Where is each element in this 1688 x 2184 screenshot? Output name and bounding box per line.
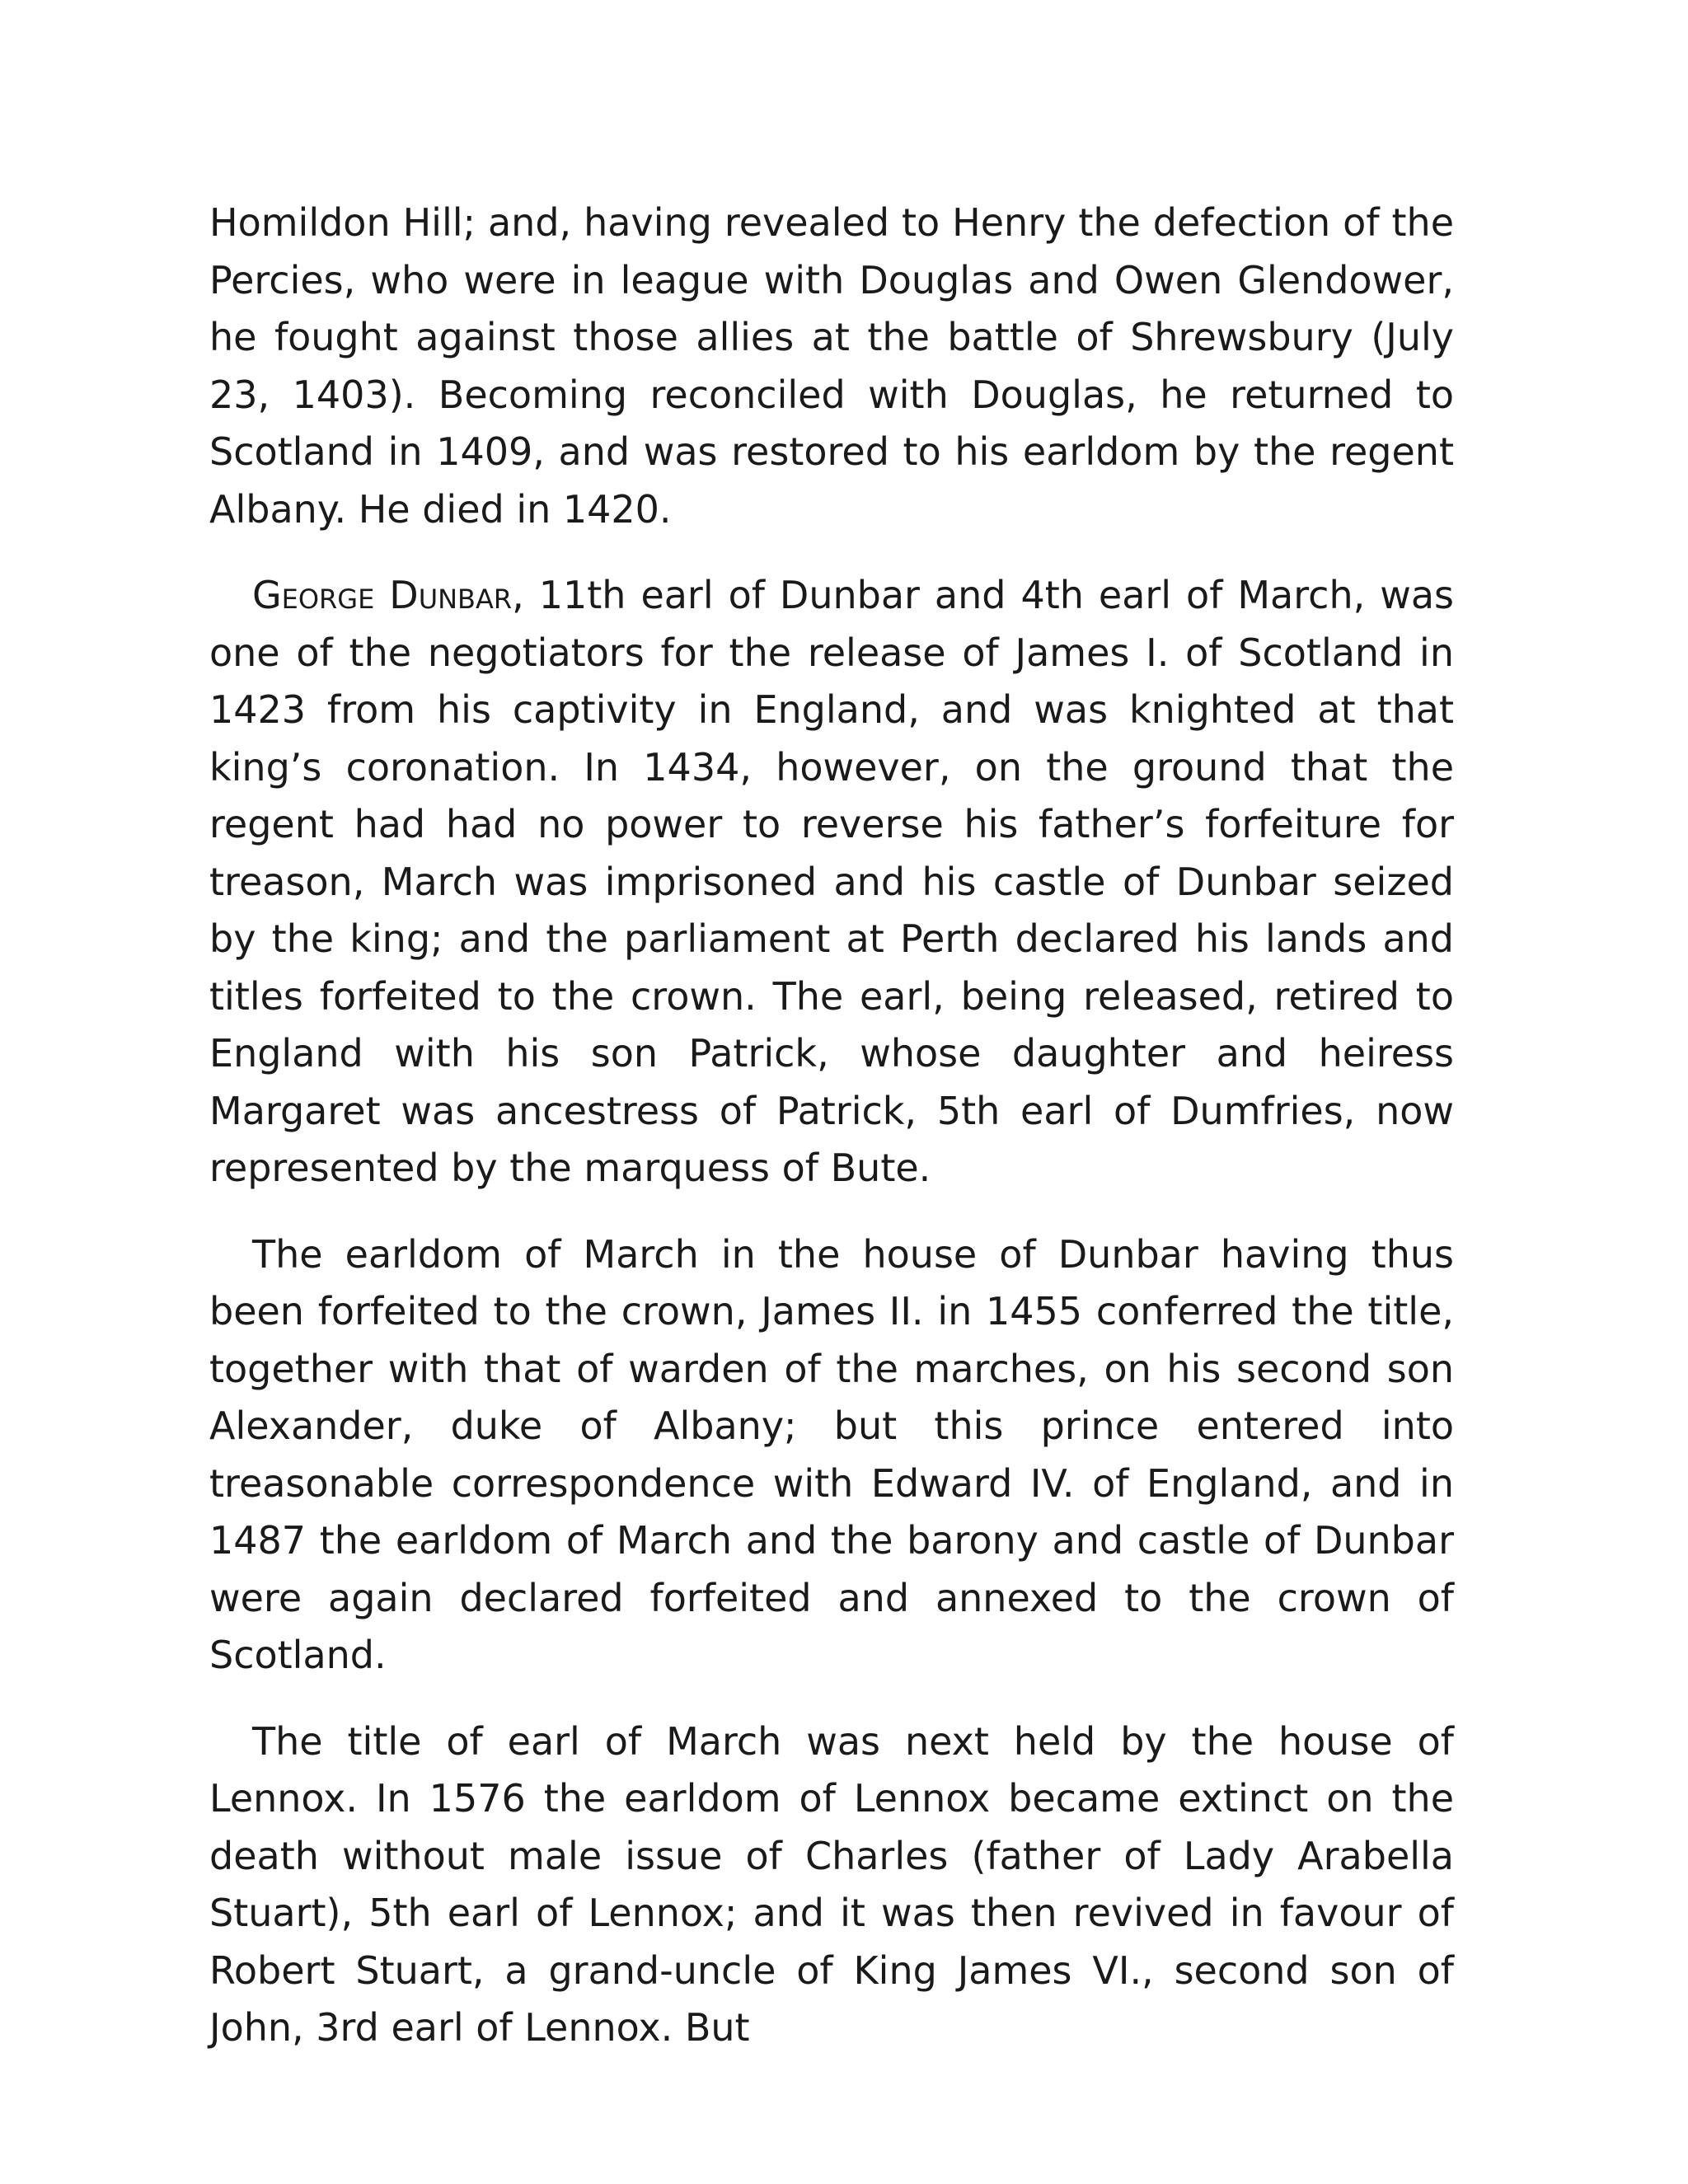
document-page [209,194,1454,2086]
paragraph-2 [209,567,1454,1197]
paragraph-1-text: Homildon Hill; and, having revealed to Henry the defection of the Percies, who were in league with Douglas and Owen Glendower, he fought against those allies at the battle of Shrewsbury (July 23, 1403). Becoming reconciled with Douglas, he returned to Scotland in 1409, and was restored to his earldom by the regent Albany. He died in 1420. [209,200,1454,532]
paragraph-4 [209,1713,1454,2057]
paragraph-4-text: The title of earl of March was next held by the house of Lennox. In 1576 the earldom of Lennox became extinct on the death without male issue of Charles (father of Lady Arabella Stuart), 5th earl of Lennox; and it was then revived in favour of Robert Stuart, a grand-uncle of King James VI., second son of John, 3rd earl of Lennox. But [209,1718,1454,2050]
paragraph-3-text: The earldom of March in the house of Dunbar having thus been forfeited to the crown, James II. in 1455 conferred the title, together with that of warden of the marches, on his second son Alexander, duke of Albany; but this prince entered into treasonable correspondence with Edward IV. of England, and in 1487 the earldom of March and the barony and castle of Dunbar were again declared forfeited and annexed to the crown of Scotland. [209,1231,1454,1677]
paragraph-1 [209,194,1454,538]
paragraph-2-lead-name: George Dunbar [252,573,513,617]
paragraph-2-text: , 11th earl of Dunbar and 4th earl of March, was one of the negotiators for the release of James I. of Scotland in 1423 from his captivity in England, and was knighted at that king’s coronation. In 1434, however, on the ground that the regent had had no power to reverse his father’s forfeiture for treason, March was imprisoned and his castle of Dunbar seized by the king; and the parliament at Perth declared his lands and titles forfeited to the crown. The earl, being released, retired to England with his son Patrick, whose daughter and heiress Margaret was ancestress of Patrick, 5th earl of Dumfries, now represented by the marquess of Bute. [209,573,1454,1190]
paragraph-3 [209,1226,1454,1685]
